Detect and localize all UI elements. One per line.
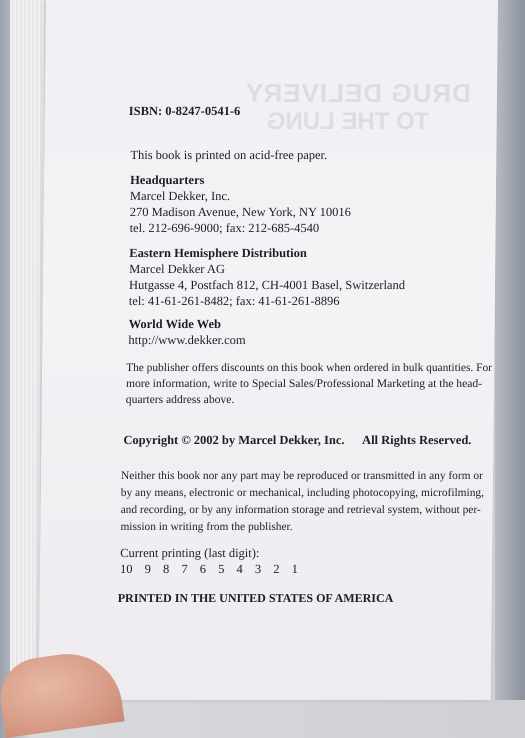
eastern-line: Hutgasse 4, Postfach 812, CH-4001 Basel, Switzerland [128, 278, 406, 292]
notice-line: Neither this book nor any part may be reproduced or transmitted in any form or [120, 470, 483, 482]
copyright-line [123, 432, 471, 448]
eastern-line: Marcel Dekker AG [129, 262, 226, 276]
eastern-line: tel: 41-61-261-8482; fax: 41-61-261-8896 [128, 294, 340, 308]
show-through-title-line-1: DRUG DELIVERY [244, 78, 472, 108]
printing-digit: 5 [218, 562, 225, 576]
printing-digit: 2 [273, 562, 280, 576]
all-rights-reserved: All Rights Reserved. [362, 433, 472, 447]
headquarters-line: 270 Madison Avenue, New York, NY 10016 [129, 205, 352, 219]
copyright-page [39, 0, 498, 700]
discount-line: The publisher offers discounts on this book when ordered in bulk quantities. For [126, 362, 493, 374]
reproduction-notice [120, 468, 516, 536]
www-heading: World Wide Web [128, 317, 222, 331]
printed-in-usa: PRINTED IN THE UNITED STATES OF AMERICA [117, 591, 394, 605]
eastern-distribution-block [129, 245, 406, 309]
discount-line: quarters address above. [125, 393, 235, 406]
discount-paragraph [126, 360, 507, 408]
printing-digit: 6 [199, 562, 207, 576]
headquarters-block [130, 172, 352, 236]
printing-digit: 7 [181, 562, 188, 576]
current-printing-label: Current printing (last digit): [120, 546, 260, 560]
book-cover-edge [495, 0, 525, 700]
printing-digit: 3 [254, 562, 262, 576]
headquarters-line: tel. 212-696-9000; fax: 212-685-4540 [129, 221, 320, 235]
discount-line: more information, write to Special Sales/Professional Marketing at the head- [125, 377, 483, 390]
printing-digit: 1 [291, 562, 298, 576]
printing-digit: 4 [236, 562, 243, 576]
printing-digit: 9 [144, 562, 151, 576]
isbn: ISBN: 0-8247-0541-6 [128, 104, 241, 118]
printing-digit: 8 [162, 562, 170, 576]
show-through-title-line-2: TO THE LUNG [266, 108, 430, 135]
www-block [128, 316, 246, 348]
eastern-heading: Eastern Hemisphere Distribution [129, 246, 307, 260]
printing-digit: 10 [119, 562, 133, 576]
website-url: http://www.dekker.com [128, 333, 246, 347]
copyright-text: Copyright © 2002 by Marcel Dekker, Inc. [123, 433, 345, 447]
printing-block [120, 545, 307, 577]
printing-digits [120, 561, 307, 577]
headquarters-line: Marcel Dekker, Inc. [129, 189, 231, 203]
notice-line: and recording, or by any information storage and retrieval system, without per- [120, 504, 481, 516]
acid-free-note: This book is printed on acid-free paper. [130, 148, 328, 162]
headquarters-heading: Headquarters [130, 173, 205, 187]
notice-line: by any means, electronic or mechanical, including photocopying, microfilming, [120, 487, 485, 499]
notice-line: mission in writing from the publisher. [120, 521, 293, 533]
